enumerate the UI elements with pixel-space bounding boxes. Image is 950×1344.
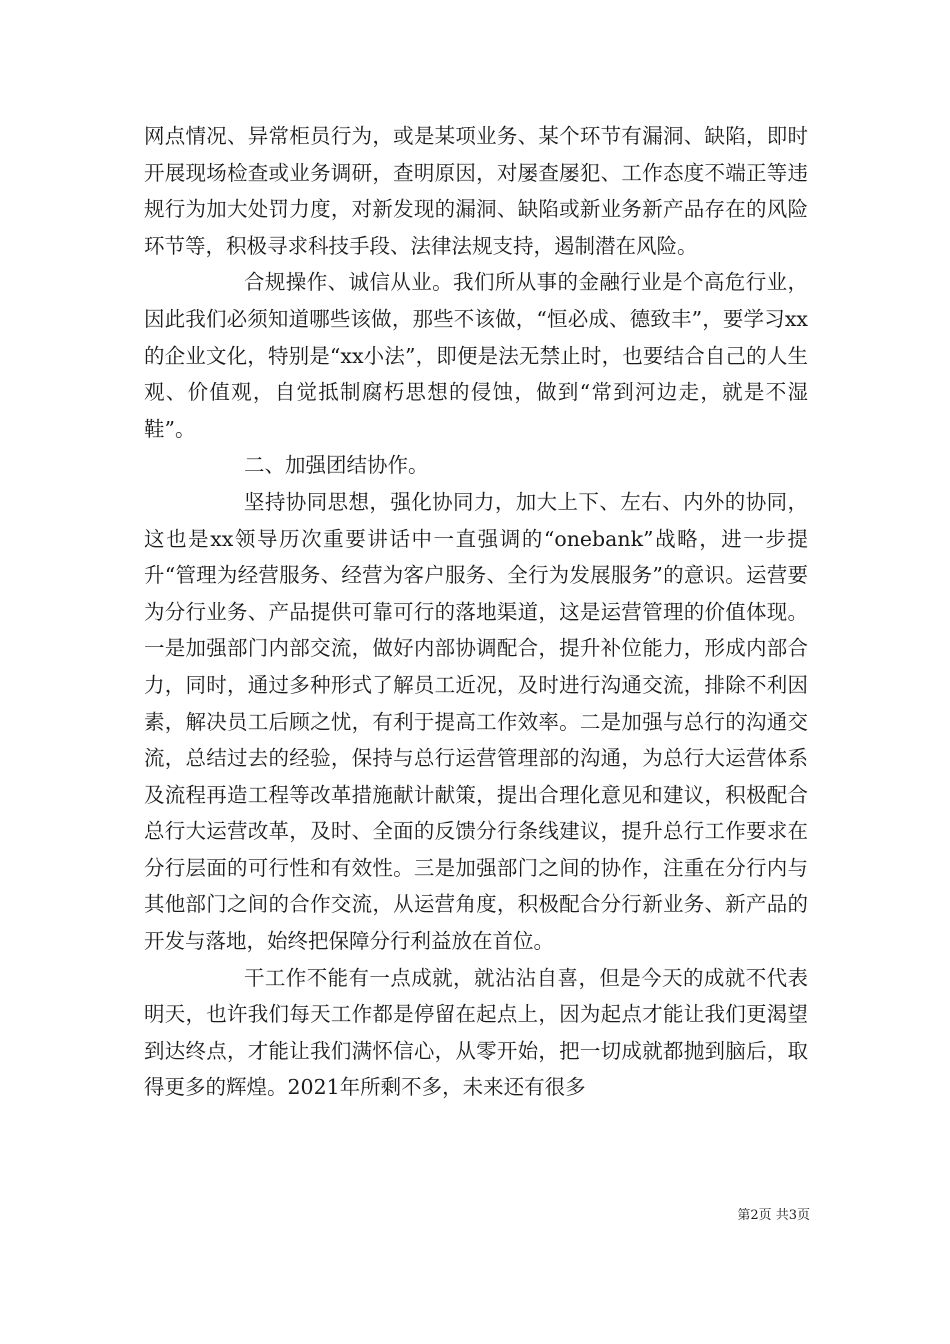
- paragraph-closing: 干工作不能有一点成就，就沾沾自喜，但是今天的成就不代表明天，也许我们每天工作都是停留在起点上，因为起点才能让我们更渴望到达终点，才能让我们满怀信心，从零开始，把一切成就都抛到脑后，取得更多的辉煌。2021年所剩不多，未来还有很多: [144, 965, 808, 1100]
- page-number-footer: 第2页 共3页: [737, 1208, 810, 1223]
- section-heading-teamwork: 二、加强团结协作。: [244, 453, 429, 478]
- document-body: [144, 118, 808, 1106]
- paragraph-risk-control: 网点情况、异常柜员行为，或是某项业务、某个环节有漏洞、缺陷，即时开展现场检查或业务调研，查明原因，对屡查屡犯、工作态度不端正等违规行为加大处罚力度，对新发现的漏洞、缺陷或新业务新产品存在的风险环节等，积极寻求科技手段、法律法规支持，遏制潜在风险。: [144, 124, 808, 258]
- paragraph-collaboration: 坚持协同思想，强化协同力，加大上下、左右、内外的协同，这也是xx领导历次重要讲话中一直强调的“onebank”战略，进一步提升“管理为经营服务、经营为客户服务、全行为发展服务”的意识。运营要为分行业务、产品提供可靠可行的落地渠道，这是运营管理的价值体现。一是加强部门内部交流，做好内部协调配合，提升补位能力，形成内部合力，同时，通过多种形式了解员工近况，及时进行沟通交流，排除不利因素，解决员工后顾之忧，有利于提高工作效率。二是加强与总行的沟通交流，总结过去的经验，保持与总行运营管理部的沟通，为总行大运营体系及流程再造工程等改革措施献计献策，提出合理化意见和建议，积极配合总行大运营改革，及时、全面的反馈分行条线建议，提升总行工作要求在分行层面的可行性和有效性。三是加强部门之间的协作，注重在分行内与其他部门之间的合作交流，从运营角度，积极配合分行新业务、新产品的开发与落地，始终把保障分行利益放在首位。: [144, 489, 808, 954]
- paragraph-compliance: 合规操作、诚信从业。我们所从事的金融行业是个高危行业，因此我们必须知道哪些该做，那些不该做，“恒必成、德致丰”，要学习xx的企业文化，特别是“xx小法”，即便是法无禁止时，也要结合自己的人生观、价值观，自觉抵制腐朽思想的侵蚀，做到“常到河边走，就是不湿鞋”。: [144, 270, 808, 441]
